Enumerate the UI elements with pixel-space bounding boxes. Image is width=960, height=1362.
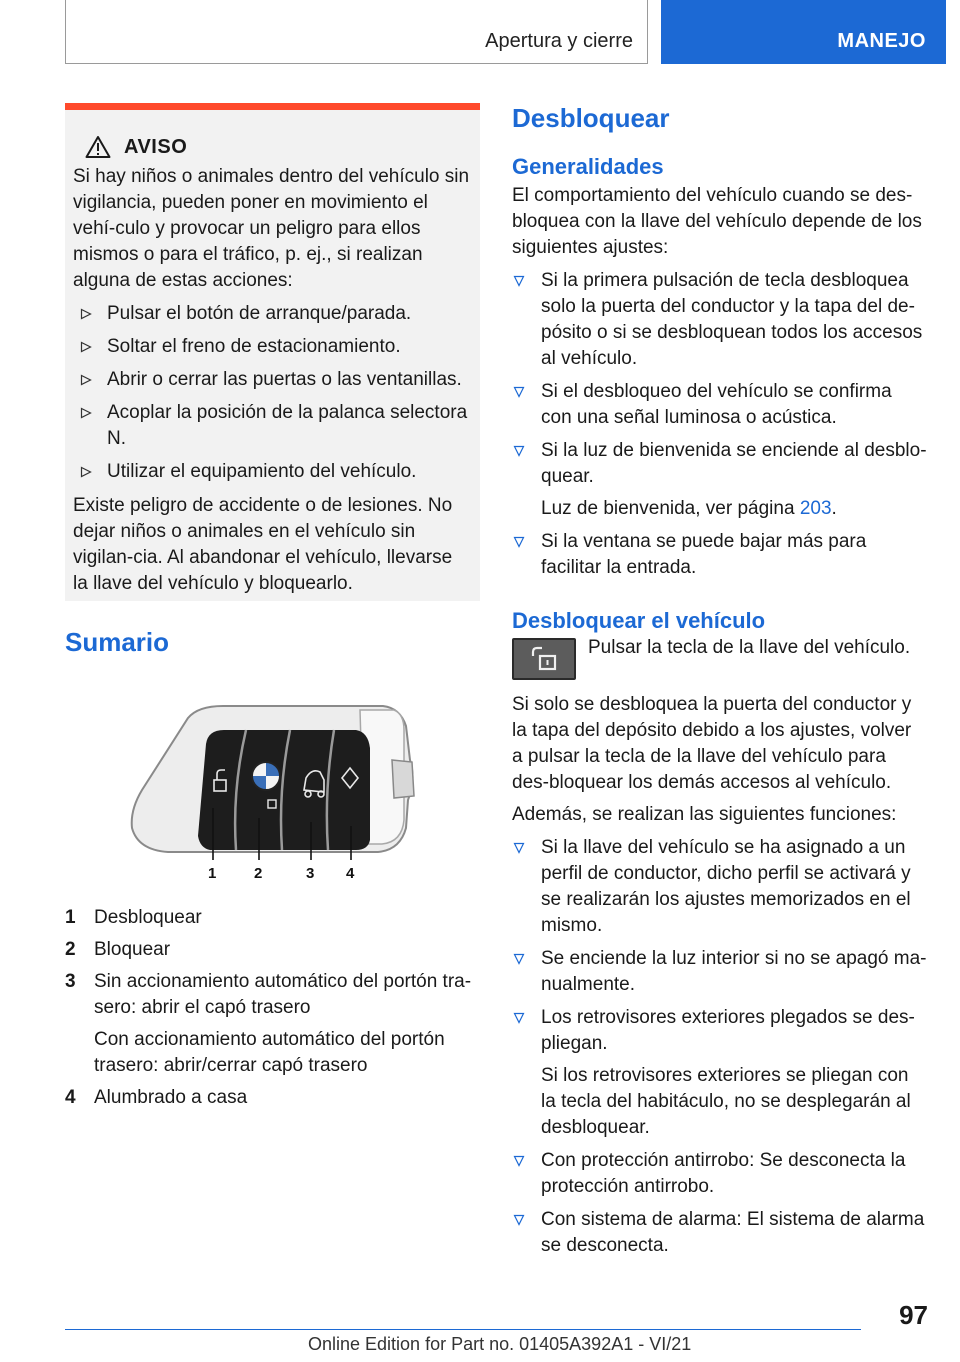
- legend-text: Sin accionamiento automático del portón tra‐sero: abrir el capó trasero: [94, 971, 472, 1018]
- vehiculo-para-1: Si solo se desbloquea la puerta del conductor y la tapa del depósito debido a los ajustes, volver a pulsar la tecla de la llave del vehículo para des‐bloquear los demás accesos al vehículo.: [512, 694, 912, 793]
- right-column: [512, 103, 927, 1259]
- header-chapter-title: MANEJO: [837, 30, 926, 52]
- list-item: Pulsar el botón de arranque/parada.: [73, 301, 472, 327]
- key-button-panel: [198, 730, 370, 850]
- list-item: Utilizar el equipamiento del vehículo.: [73, 459, 472, 485]
- bullet-triangle-icon: [513, 1214, 525, 1226]
- page-link-203[interactable]: 203: [799, 498, 832, 519]
- legend-number: 4: [65, 1087, 76, 1108]
- figure-label: 1: [208, 865, 217, 882]
- header-chapter-tab: [661, 0, 946, 64]
- bullet-triangle-icon: [80, 466, 92, 478]
- generalidades-list: [512, 268, 927, 581]
- bullet-triangle-icon: [80, 374, 92, 386]
- list-item: Con protección antirrobo: Se desconecta la protección antirrobo.: [512, 1148, 927, 1200]
- vehiculo-para-2: Además, se realizan las siguientes funciones:: [512, 804, 897, 825]
- legend-item: [65, 905, 480, 931]
- legend-text: Desbloquear: [94, 907, 202, 928]
- desbloquear-vehiculo-heading: Desbloquear el vehículo: [512, 608, 766, 633]
- sumario-heading: Sumario: [65, 627, 170, 657]
- bullet-triangle-icon: [513, 445, 525, 457]
- legend-number: 3: [65, 971, 76, 992]
- bullet-triangle-icon: [513, 275, 525, 287]
- unlock-instruction-text: Pulsar la tecla de la llave del vehículo.: [588, 637, 911, 658]
- desbloquear-heading: Desbloquear: [512, 103, 670, 133]
- legend-item: [65, 1085, 480, 1111]
- header-section-title: Apertura y cierre: [485, 30, 633, 52]
- bullet-triangle-icon: [80, 341, 92, 353]
- warning-list: [73, 301, 472, 485]
- warning-triangle-icon: [85, 135, 111, 159]
- warning-intro: Si hay niños o animales dentro del vehículo sin vigilancia, pueden poner en movimiento el vehí‐culo y provocar un peligro para ellos mismos o para el tráfico, p. ej., si realizan alguna de estas acciones:: [73, 166, 470, 291]
- list-item: Los retrovisores exteriores plegados se des‐pliegan. Si los retrovisores exteriores se pliegan con la tecla del habitáculo, no se desplegarán al desbloquear.: [512, 1005, 927, 1141]
- unlock-instruction: [512, 638, 927, 680]
- unlock-key-icon: [512, 638, 576, 680]
- bullet-triangle-icon: [80, 308, 92, 320]
- figure-label: 3: [306, 865, 315, 882]
- footer-rule: [65, 1329, 861, 1330]
- bullet-triangle-icon: [513, 386, 525, 398]
- legend-item: [65, 969, 480, 1079]
- generalidades-intro: El comportamiento del vehículo cuando se des‐bloquea con la llave del vehículo depende de los siguientes ajustes:: [512, 185, 922, 258]
- generalidades-heading: Generalidades: [512, 154, 664, 179]
- list-item: Abrir o cerrar las puertas o las ventanillas.: [73, 367, 472, 393]
- figure-label: 4: [346, 865, 355, 882]
- warning-heading: [85, 134, 472, 160]
- page-number: 97: [899, 1300, 928, 1330]
- legend-number: 1: [65, 907, 76, 928]
- footer-edition: Online Edition for Part no. 01405A392A1 - VI/21: [308, 1334, 692, 1354]
- legend-item: [65, 937, 480, 963]
- warning-box: [65, 103, 480, 601]
- legend-text: Bloquear: [94, 939, 171, 960]
- bullet-triangle-icon: [513, 1012, 525, 1024]
- car-key-figure: [128, 700, 418, 886]
- cross-reference: Luz de bienvenida, ver página 203.: [541, 498, 837, 519]
- figure-legend: [65, 905, 480, 1117]
- list-item: Acoplar la posición de la palanca selectora N.: [73, 400, 472, 452]
- bullet-triangle-icon: [513, 1155, 525, 1167]
- bullet-triangle-icon: [513, 536, 525, 548]
- figure-label: 2: [254, 865, 263, 882]
- bullet-triangle-icon: [513, 953, 525, 965]
- list-item: Si la llave del vehículo se ha asignado a un perfil de conductor, dicho perfil se activará y se realizarán los ajustes memorizados en el mismo.: [512, 835, 927, 939]
- list-item: Soltar el freno de estacionamiento.: [73, 334, 472, 360]
- bullet-triangle-icon: [80, 407, 92, 419]
- list-item: Con sistema de alarma: El sistema de alarma se desconecta.: [512, 1207, 927, 1259]
- list-item: Si la ventana se puede bajar más para facilitar la entrada.: [512, 529, 927, 581]
- warning-outro: Existe peligro de accidente o de lesiones. No dejar niños o animales en el vehículo sin vigilan‐cia. Al abandonar el vehículo, llevarse la llave del vehículo y bloquearlo.: [73, 495, 453, 594]
- list-item: Si la luz de bienvenida se enciende al desblo‐quear. Luz de bienvenida, ver página 203.: [512, 438, 927, 522]
- list-item: Si la primera pulsación de tecla desbloquea solo la puerta del conductor y la tapa del de‐pósito o si se desbloquean todos los accesos al vehículo.: [512, 268, 927, 372]
- bullet-triangle-icon: [513, 842, 525, 854]
- legend-subtext: Con accionamiento automático del portón trasero: abrir/cerrar capó trasero: [94, 1029, 445, 1076]
- list-item: Si el desbloqueo del vehículo se confirma con una señal luminosa o acústica.: [512, 379, 927, 431]
- header-section-tab: [65, 0, 648, 64]
- legend-number: 2: [65, 939, 76, 960]
- legend-text: Alumbrado a casa: [94, 1087, 248, 1108]
- list-item: Se enciende la luz interior si no se apagó ma‐nualmente.: [512, 946, 927, 998]
- warning-title: AVISO: [124, 135, 188, 158]
- vehiculo-functions-list: [512, 835, 927, 1259]
